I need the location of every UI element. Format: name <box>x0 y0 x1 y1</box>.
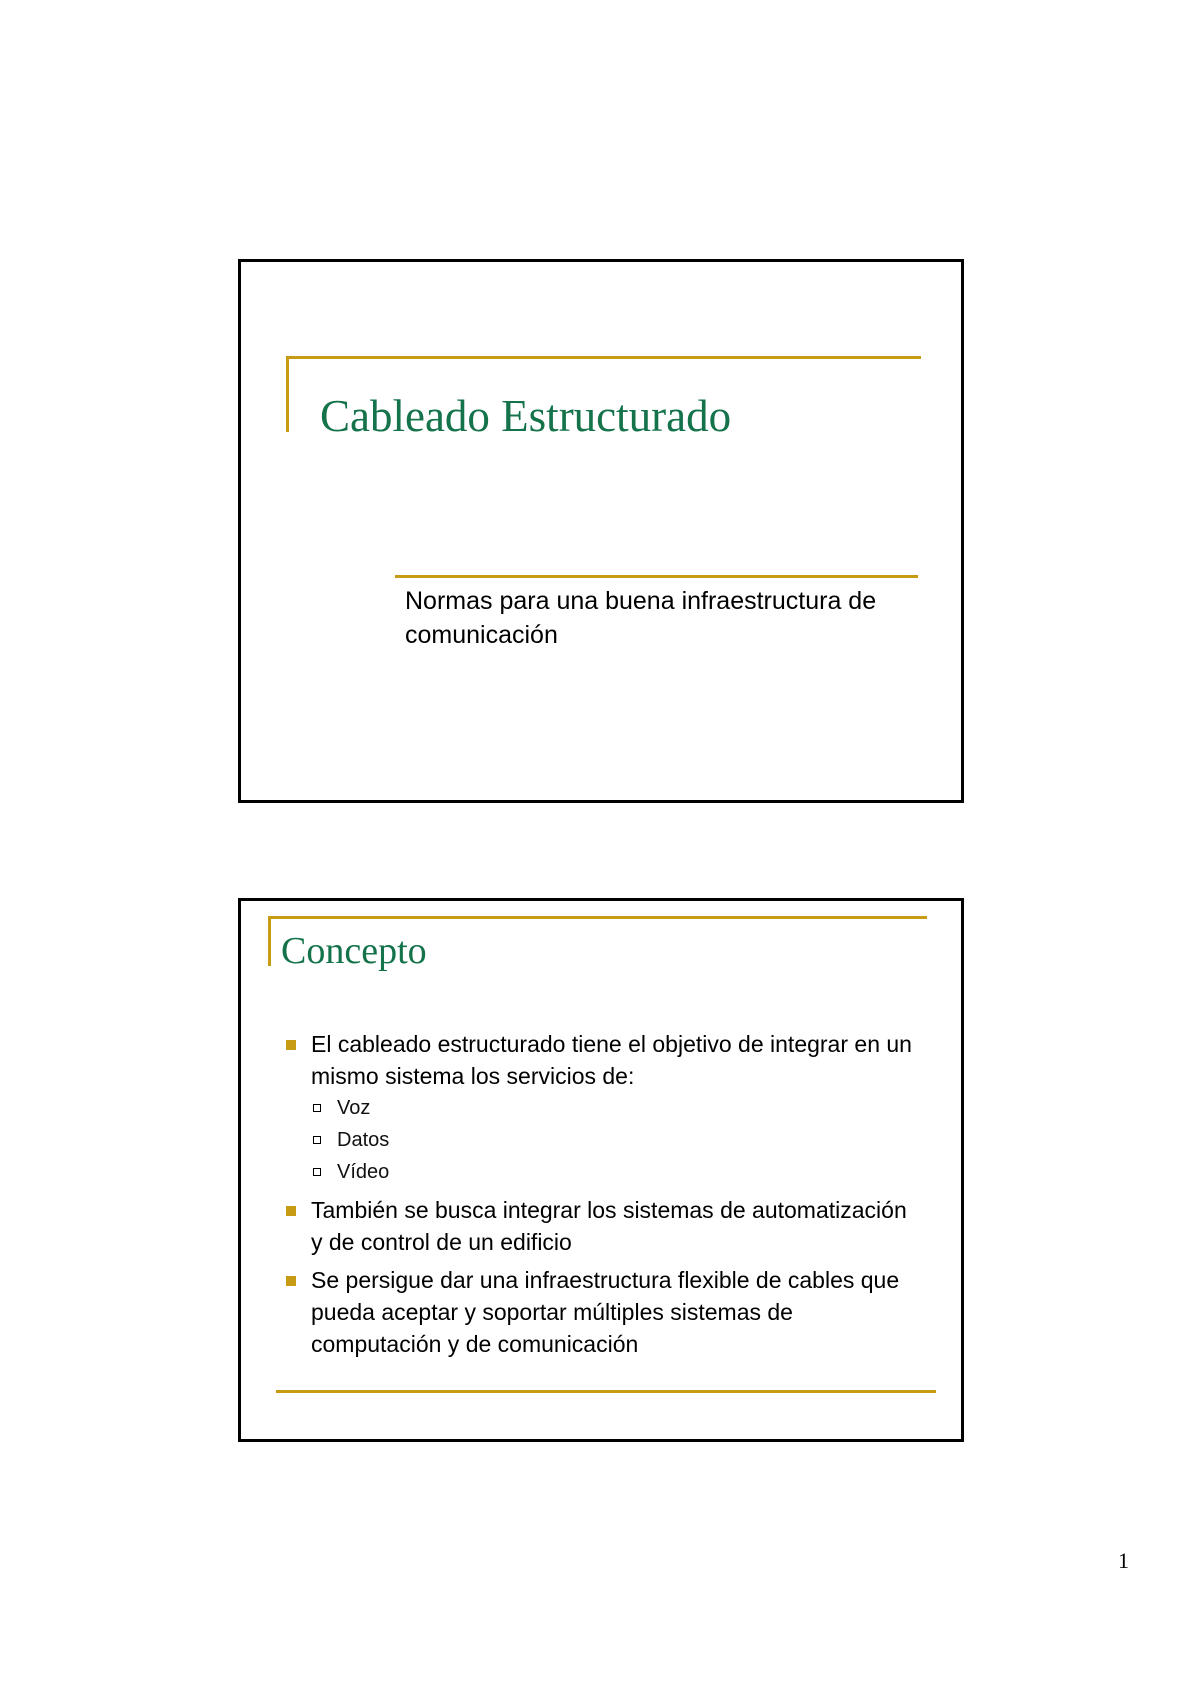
hollow-square-bullet-icon <box>313 1104 321 1112</box>
title-left-rule <box>286 356 289 432</box>
slide-subtitle: Normas para una buena infraestructura de comunicación <box>405 587 877 649</box>
square-bullet-icon <box>286 1040 296 1050</box>
title-top-rule <box>268 916 927 919</box>
sub-bullet-text: Vídeo <box>337 1161 390 1183</box>
square-bullet-icon <box>286 1276 296 1286</box>
slide-1 <box>238 259 964 803</box>
bullet-list <box>281 1028 921 1366</box>
bullet-text: También se busca integrar los sistemas de automatización y de control de un edificio <box>311 1197 907 1255</box>
sub-bullet-list <box>311 1092 921 1188</box>
bullet-item <box>281 1194 921 1258</box>
slide-title: Cableado Estructurado <box>320 391 732 441</box>
sub-bullet-item <box>311 1092 921 1124</box>
title-top-rule <box>286 356 921 359</box>
sub-bullet-item <box>311 1156 921 1188</box>
hollow-square-bullet-icon <box>313 1168 321 1176</box>
bottom-rule <box>276 1390 936 1393</box>
sub-bullet-text: Voz <box>337 1097 371 1119</box>
bullet-text: El cableado estructurado tiene el objetivo de integrar en un mismo sistema los servicios de: <box>311 1031 912 1089</box>
slide-title: Concepto <box>281 930 427 972</box>
slide-2 <box>238 898 964 1442</box>
bullet-item <box>281 1264 921 1360</box>
title-left-rule <box>268 916 271 966</box>
bullet-text: Se persigue dar una infraestructura flexible de cables que pueda aceptar y soportar múltiples sistemas de computación y de comunicación <box>311 1267 900 1357</box>
sub-bullet-item <box>311 1124 921 1156</box>
square-bullet-icon <box>286 1206 296 1216</box>
hollow-square-bullet-icon <box>313 1136 321 1144</box>
subtitle-rule <box>395 575 918 578</box>
sub-bullet-text: Datos <box>337 1129 390 1151</box>
page-number: 1 <box>1118 1548 1129 1573</box>
bullet-item <box>281 1028 921 1188</box>
